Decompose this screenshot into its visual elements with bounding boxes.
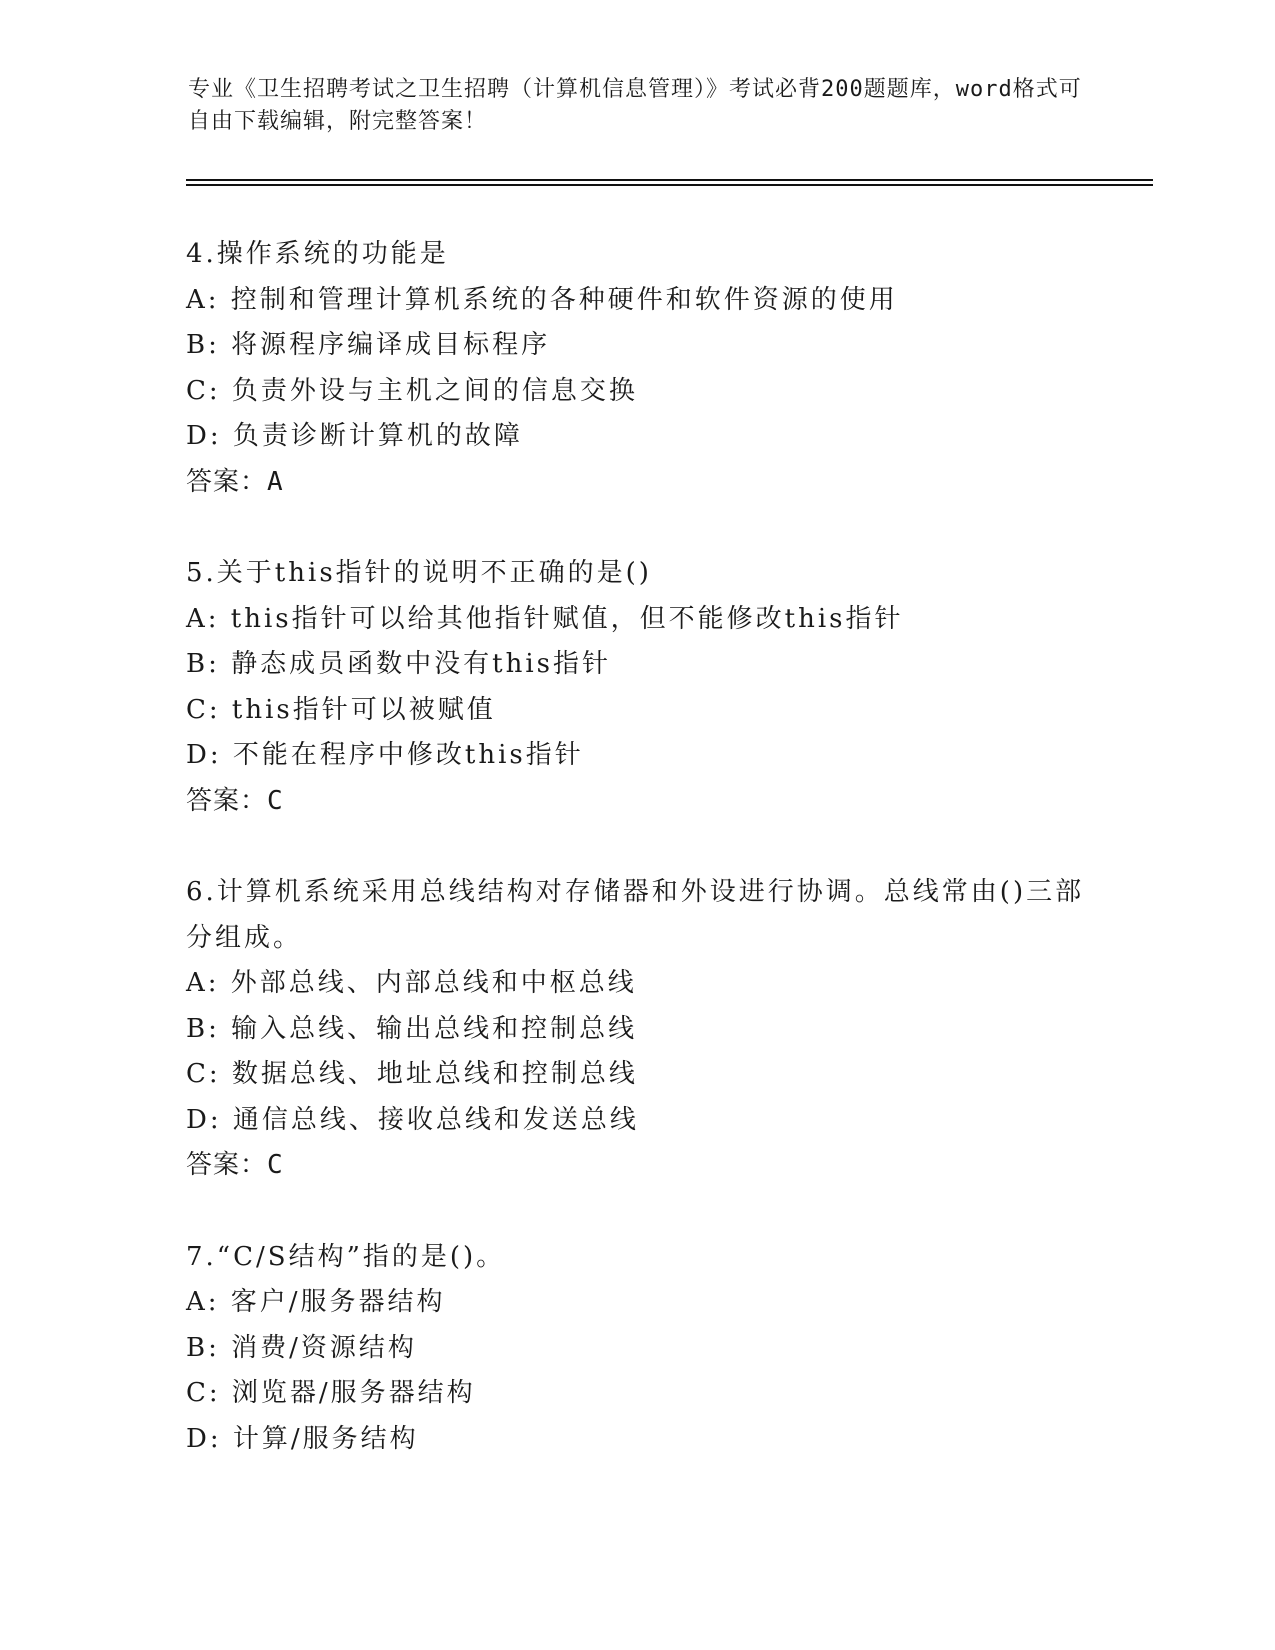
option-a: A: this指针可以给其他指针赋值，但不能修改this指针 [186,603,904,634]
option-c: C: 负责外设与主机之间的信息交换 [186,375,638,406]
option-c: C: this指针可以被赋值 [186,694,496,725]
question-stem: 6.计算机系统采用总线结构对存储器和外设进行协调。总线常由()三部分组成。 [186,877,1085,953]
answer-line: 答案：C [186,1150,284,1180]
question-item [186,551,1086,824]
question-stem: 5.关于this指针的说明不正确的是() [186,558,652,588]
question-stem: 7.“C/S结构”指的是()。 [186,1241,506,1272]
option-b: B: 消费/资源结构 [186,1332,417,1363]
question-item [186,232,1086,505]
question-item [186,1235,1086,1463]
option-c: C: 浏览器/服务器结构 [186,1378,476,1408]
document-intro: 专业《卫生招聘考试之卫生招聘（计算机信息管理）》考试必背200题题库，word格式可自由下载编辑，附完整答案！ [188,77,1082,134]
option-b: B: 输入总线、输出总线和控制总线 [186,1013,638,1044]
option-d: D: 不能在程序中修改this指针 [186,740,584,770]
question-stem: 4.操作系统的功能是 [186,239,449,269]
option-a: A: 客户/服务器结构 [186,1287,446,1317]
header-divider-top [186,179,1153,181]
question-list [186,232,1086,1508]
answer-line: 答案：A [186,466,284,497]
option-b: B: 将源程序编译成目标程序 [186,330,551,360]
option-c: C: 数据总线、地址总线和控制总线 [186,1059,638,1089]
header-divider-bottom [186,184,1153,186]
option-a: A: 控制和管理计算机系统的各种硬件和软件资源的使用 [186,284,898,315]
option-b: B: 静态成员函数中没有this指针 [186,649,611,679]
option-d: D: 负责诊断计算机的故障 [186,421,523,451]
option-a: A: 外部总线、内部总线和中枢总线 [186,968,637,998]
question-item [186,870,1086,1189]
option-d: D: 计算/服务结构 [186,1423,419,1454]
option-d: D: 通信总线、接收总线和发送总线 [186,1104,639,1135]
answer-line: 答案：C [186,785,284,816]
